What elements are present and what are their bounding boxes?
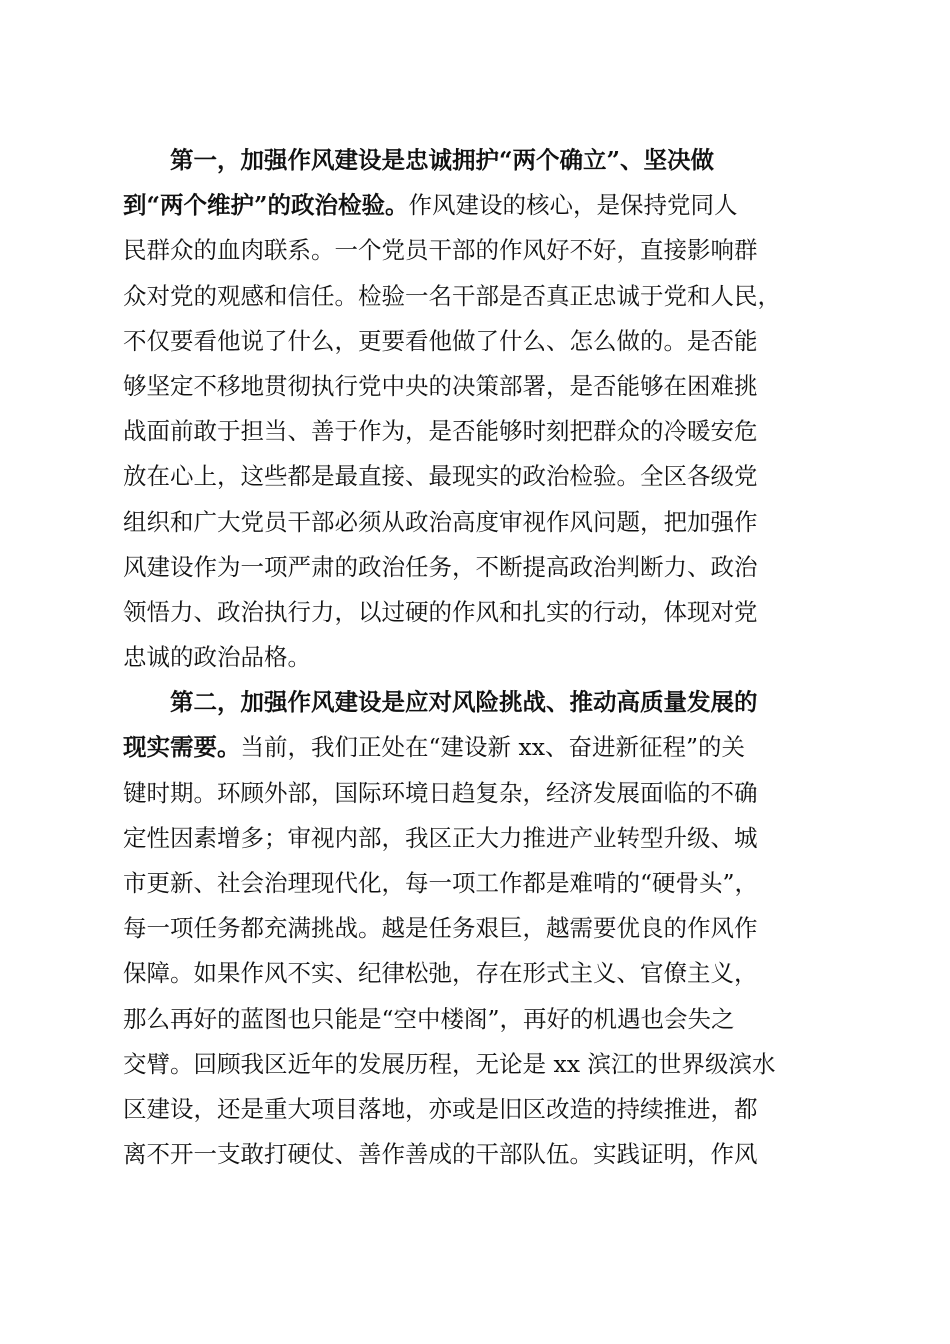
text-line bbox=[123, 861, 829, 906]
text-segment: 民群众的血肉联系。一个党员干部的作风好不好，直接影响群 bbox=[123, 236, 758, 265]
text-line bbox=[123, 1132, 829, 1177]
text-line bbox=[123, 906, 829, 951]
text-segment: 放在心上，这些都是最直接、最现实的政治检验。全区各级党 bbox=[123, 462, 758, 491]
text-line bbox=[123, 545, 829, 590]
text-segment: 不仅要看他说了什么，更要看他做了什么、怎么做的。是否能 bbox=[123, 326, 758, 355]
text-segment: 风建设作为一项严肃的政治任务，不断提高政治判断力、政治 bbox=[123, 552, 758, 581]
bold-text-segment: 第一，加强作风建设是忠诚拥护“两个确立”、坚决做 bbox=[123, 146, 715, 174]
text-line bbox=[123, 409, 829, 454]
text-line bbox=[123, 816, 829, 861]
text-line bbox=[123, 725, 829, 770]
text-line bbox=[123, 951, 829, 996]
text-line bbox=[123, 771, 829, 816]
text-segment: 当前，我们正处在“建设新 xx、奋进新征程”的关 bbox=[240, 733, 746, 762]
text-segment: 领悟力、政治执行力，以过硬的作风和扎实的行动，体现对党 bbox=[123, 597, 758, 626]
bold-text-segment: 到“两个维护”的政治检验。 bbox=[123, 191, 409, 220]
text-line bbox=[123, 183, 829, 228]
text-line bbox=[123, 364, 829, 409]
text-line bbox=[123, 1087, 829, 1132]
paragraph bbox=[123, 138, 829, 680]
text-segment: 市更新、社会治理现代化，每一项工作都是难啃的“硬骨头”， bbox=[123, 869, 759, 897]
text-line bbox=[123, 454, 829, 499]
text-line bbox=[123, 228, 829, 273]
text-segment: 每一项任务都充满挑战。越是任务艰巨，越需要优良的作风作 bbox=[123, 914, 758, 943]
bold-text-segment: 现实需要。 bbox=[123, 733, 241, 762]
text-segment: 离不开一支敢打硬仗、善作善成的干部队伍。实践证明，作风 bbox=[123, 1140, 758, 1169]
text-line bbox=[123, 274, 829, 319]
text-line bbox=[123, 319, 829, 364]
text-segment: 作风建设的核心，是保持党同人 bbox=[408, 191, 738, 220]
text-segment: 那么再好的蓝图也只能是“空中楼阁”，再好的机遇也会失之 bbox=[123, 1004, 735, 1033]
text-segment: 够坚定不移地贯彻执行党中央的决策部署，是否能够在困难挑 bbox=[123, 371, 758, 400]
text-line bbox=[123, 500, 829, 545]
bold-text-segment: 第二，加强作风建设是应对风险挑战、推动高质量发展的 bbox=[123, 688, 758, 717]
text-segment: 忠诚的政治品格。 bbox=[123, 643, 311, 672]
text-segment: 区建设，还是重大项目落地，亦或是旧区改造的持续推进，都 bbox=[123, 1094, 758, 1123]
paragraph bbox=[123, 680, 829, 1177]
text-line bbox=[123, 635, 829, 680]
text-segment: 定性因素增多；审视内部，我区正大力推进产业转型升级、城 bbox=[123, 823, 758, 852]
text-line bbox=[123, 590, 829, 635]
text-segment: 组织和广大党员干部必须从政治高度审视作风问题，把加强作 bbox=[123, 507, 758, 536]
text-line bbox=[123, 997, 829, 1042]
text-line bbox=[123, 138, 829, 183]
text-segment: 交臂。回顾我区近年的发展历程，无论是 xx 滨江的世界级滨水 bbox=[123, 1049, 776, 1078]
text-line bbox=[123, 680, 829, 725]
text-segment: 众对党的观感和信任。检验一名干部是否真正忠诚于党和人民， bbox=[123, 281, 781, 310]
text-line bbox=[123, 1042, 829, 1087]
text-segment: 保障。如果作风不实、纪律松弛，存在形式主义、官僚主义， bbox=[123, 959, 758, 988]
text-segment: 战面前敢于担当、善于作为，是否能够时刻把群众的冷暖安危 bbox=[123, 417, 758, 446]
document-body bbox=[123, 138, 829, 1177]
text-segment: 键时期。环顾外部，国际环境日趋复杂，经济发展面临的不确 bbox=[123, 778, 758, 807]
